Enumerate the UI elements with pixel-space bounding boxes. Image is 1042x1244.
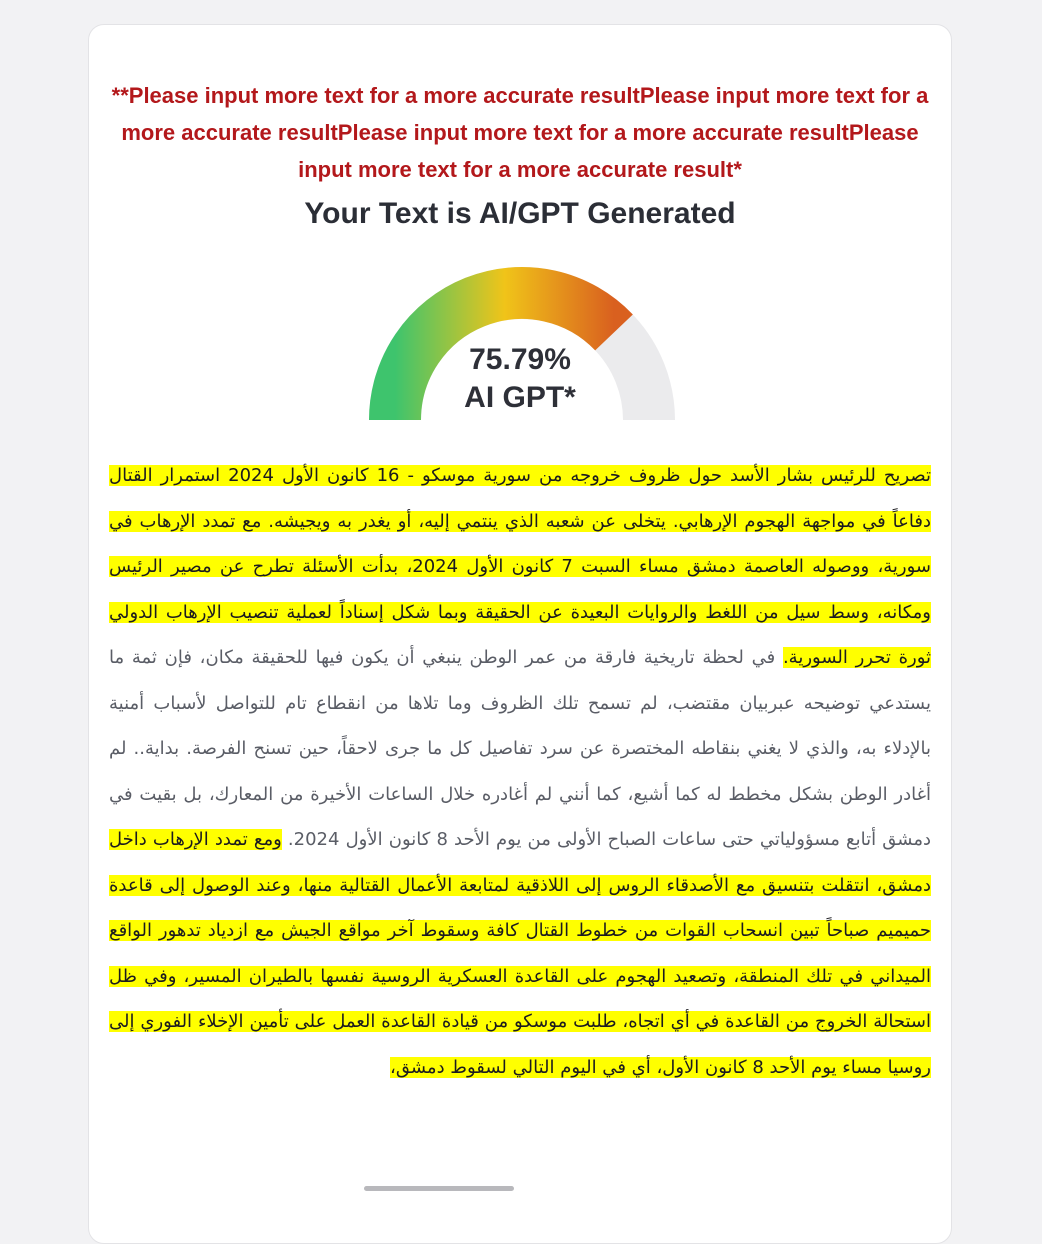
plain-segment: في لحظة تاريخية فارقة من عمر الوطن ينبغي أن يكون فيها للحقيقة مكان، فإن ثمة ما يستدعي توضيحه عبربيان مقتضب، لم تسمح تلك الظروف وما تلاها من انقطاع تام للتواصل لأسباب أمنية بالإدلاء به، والذي لا يغني بنقاطه المختصرة عن سرد تفاصيل كل ما جرى لاحقاً، حين تسنح الفرصة. بداية.. لم أغادر الوطن بشكل مخطط له كما أشيع، كما أنني لم أغادره خلال الساعات الأخيرة من المعارك، بل بقيت في دمشق أتابع مسؤولياتي حتى ساعات الصباح الأولى من يوم الأحد 8 كانون الأول 2024. [109,647,931,850]
verdict-title: Your Text is AI/GPT Generated [304,197,736,230]
detector-result-card [88,24,952,1244]
highlighted-segment: تصريح للرئيس بشار الأسد حول ظروف خروجه من سورية موسكو - 16 كانون الأول 2024 استمرار القتال دفاعاً في مواجهة الهجوم الإرهابي. يتخلى عن شعبه الذي ينتمي إليه، أو يغدر به ويجيشه. مع تمدد الإرهاب في سورية، ووصوله العاصمة دمشق مساء السبت 7 كانون الأول 2024، بدأت الأسئلة تطرح عن مصير الرئيس ومكانه، وسط سيل من اللغط والروايات البعيدة عن الحقيقة وبما شكل إسناداً لعملية تنصيب الإرهاب الدولي ثورة تحرر السورية. [109,465,932,668]
short-text-warning: **Please input more text for a more accurate resultPlease input more text for a more accurate resultPlease input more text for a more accurate resultPlease input more text for a more accurate result* [111,83,929,182]
highlighted-segment: ومع تمدد الإرهاب داخل دمشق، انتقلت بتنسيق مع الأصدقاء الروس إلى اللاذقية لمتابعة الأعمال القتالية منها، وعند الوصول إلى قاعدة حميميم صباحاً تبين انسحاب القوات من خطوط القتال كافة وسقوط آخر مواقع الجيش مع ازدياد تدهور الواقع الميداني في تلك المنطقة، وتصعيد الهجوم على القاعدة العسكرية الروسية نفسها بالطيران المسير، وفي ظل استحالة الخروج من القاعدة في أي اتجاه، طلبت موسكو من قيادة القاعدة العمل على تأمين الإخلاء الفوري إلى روسيا مساء يوم الأحد 8 كانون الأول، أي في اليوم التالي لسقوط دمشق، [109,829,931,1078]
gauge-percentage: 75.79% [469,343,571,376]
home-indicator[interactable] [364,1186,514,1191]
analyzed-text [109,453,931,1090]
gauge-label: AI GPT* [464,381,576,414]
